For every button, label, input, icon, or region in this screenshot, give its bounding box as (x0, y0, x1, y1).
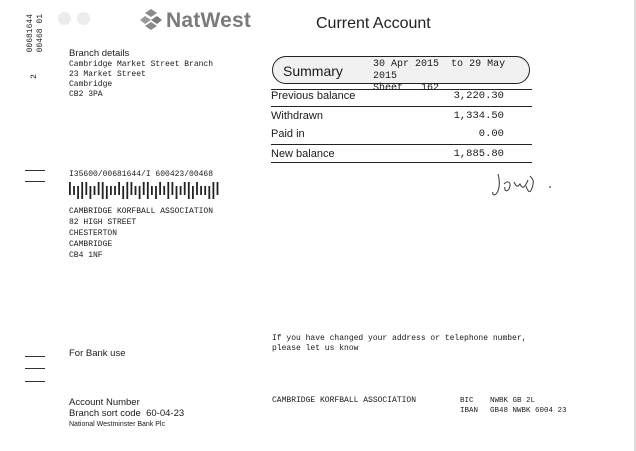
logo-text: NatWest (166, 9, 252, 32)
summary-row-new-balance (271, 148, 530, 160)
barcode-bar (122, 186, 124, 199)
fold-mark (25, 170, 45, 171)
barcode-bar (176, 186, 178, 199)
barcode-bar (90, 186, 92, 199)
fold-mark (25, 381, 45, 382)
notice-line-2: please let us know (272, 344, 359, 353)
handwritten-initials (492, 170, 562, 205)
branch-line: Cambridge Market Street Branch (69, 60, 214, 69)
divider (271, 162, 532, 163)
vertical-ref-1: 00681644 (26, 14, 35, 53)
date-from: 30 Apr 2015 (373, 59, 440, 70)
postal-barcode (69, 182, 224, 199)
vertical-reference (26, 14, 46, 52)
barcode-bar (184, 182, 186, 195)
branch-address (69, 60, 213, 100)
row-label: Withdrawn (271, 110, 323, 122)
recipient-address (69, 206, 213, 261)
barcode-bar (131, 182, 133, 195)
barcode-bar (188, 182, 190, 199)
date-to-word: to (451, 59, 464, 70)
sheet-number: 162 (421, 83, 440, 94)
barcode-bar (213, 182, 215, 199)
branch-details-heading: Branch details (69, 48, 130, 59)
sort-code-label: Branch sort code (69, 408, 141, 419)
address-line: CAMBRIDGE KORFBALL ASSOCIATION (69, 207, 214, 216)
barcode-bar (143, 182, 145, 195)
fold-mark (25, 356, 45, 357)
vertical-ref-2: 00468 01 (36, 14, 45, 53)
address-line: CHESTERTON (69, 229, 118, 238)
barcode-bar (102, 182, 104, 199)
barcode-bar (114, 186, 116, 195)
fold-mark (25, 181, 45, 182)
row-value: 1,334.50 (453, 110, 504, 122)
barcode-bar (147, 182, 149, 199)
barcode-bar (94, 186, 96, 195)
barcode-bar (217, 182, 219, 195)
sort-code-value: 60-04-23 (146, 408, 185, 419)
summary-row-withdrawn (271, 110, 530, 122)
address-line: CB4 1NF (69, 251, 103, 260)
row-value: 1,885.80 (453, 148, 504, 160)
barcode-bar (155, 186, 157, 199)
notice-line-1: If you have changed your address or telephone number, (272, 334, 527, 343)
row-value: 3,220.30 (453, 90, 504, 102)
address-line: 82 HIGH STREET (69, 218, 137, 227)
barcode-bar (135, 186, 137, 195)
barcode-bar (69, 182, 71, 195)
branch-line: Cambridge (69, 80, 113, 89)
barcode-bar (167, 182, 169, 199)
row-label: New balance (271, 148, 335, 160)
natwest-logo (140, 8, 251, 33)
sheet-label: Sheet (373, 83, 404, 94)
barcode-bar (73, 186, 75, 195)
branch-line: CB2 3PA (69, 90, 103, 99)
account-details (69, 397, 184, 419)
barcode-bar (118, 182, 120, 195)
summary-row-paid-in (271, 128, 530, 140)
barcode-bar (126, 182, 128, 199)
row-label: Paid in (271, 128, 305, 140)
bank-use-label: For Bank use (69, 348, 126, 359)
footer-account-name: CAMBRIDGE KORFBALL ASSOCIATION (272, 396, 417, 405)
bank-legal-name: National Westminster Bank Plc (69, 421, 165, 428)
divider (271, 106, 532, 107)
fold-mark (25, 368, 45, 369)
punch-holes (58, 12, 96, 30)
barcode-bar (180, 186, 182, 195)
barcode-bar (192, 186, 194, 199)
recipient-reference: I35600/00681644/I 600423/00468 (69, 170, 214, 179)
bic-iban-block (460, 396, 567, 416)
row-label: Previous balance (271, 90, 356, 102)
divider (271, 144, 532, 145)
barcode-bar (172, 182, 174, 195)
bic-value: NWBK GB 2L (490, 397, 536, 405)
natwest-cubes-icon (140, 8, 162, 30)
barcode-bar (110, 186, 112, 195)
summary-label: Summary (283, 63, 343, 79)
bic-label: BIC (460, 397, 474, 405)
punch-hole (77, 12, 90, 25)
account-number-label: Account Number (69, 397, 140, 408)
barcode-bar (139, 186, 141, 199)
date-to: 29 May 2015 (373, 59, 506, 82)
vertical-ref-3: 2 (30, 74, 39, 79)
iban-label: IBAN (460, 407, 479, 415)
address-line: CAMBRIDGE (69, 240, 113, 249)
punch-hole (58, 12, 71, 25)
barcode-bar (81, 182, 83, 199)
branch-line: 23 Market Street (69, 70, 146, 79)
row-value: 0.00 (478, 128, 504, 140)
signature-scribble (492, 170, 562, 200)
barcode-bar (204, 186, 206, 195)
summary-row-previous-balance (271, 90, 530, 102)
barcode-bar (98, 182, 100, 195)
document-title: Current Account (316, 15, 431, 32)
barcode-bar (200, 186, 202, 195)
barcode-bar (208, 186, 210, 199)
barcode-bar (77, 186, 79, 199)
barcode-bar (106, 186, 108, 199)
barcode-bar (196, 182, 198, 195)
summary-header (272, 56, 530, 94)
change-of-address-notice (272, 334, 526, 354)
barcode-bar (159, 182, 161, 195)
barcode-bar (85, 182, 87, 195)
barcode-bar (151, 186, 153, 195)
iban-value: GB48 NWBK 6004 23 (490, 407, 567, 415)
barcode-bar (163, 186, 165, 195)
